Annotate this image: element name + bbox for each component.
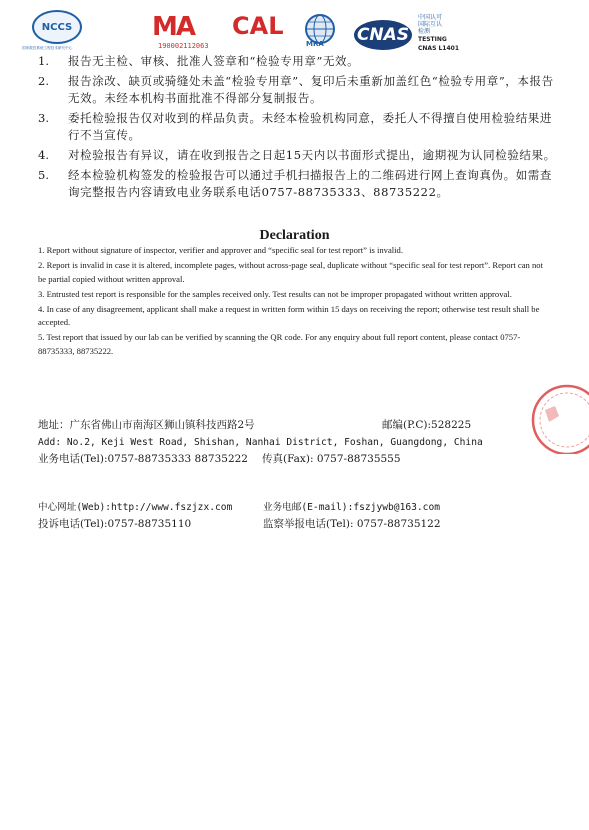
cnas-logo: [354, 20, 412, 50]
cnas-cn-line-2: 国际互认: [418, 21, 443, 28]
accreditation-logos: [0, 8, 589, 58]
cma-mark: MA: [152, 12, 194, 42]
cnas-testing-label: TESTING: [418, 36, 447, 43]
cal-mark: CAL: [232, 12, 284, 40]
declaration-item: 3. Entrusted test report is responsible for the samples received only. Test results can not be improper propagated without written approval.: [38, 288, 512, 299]
address-cn: 地址：广东省佛山市南海区狮山镇科技西路2号: [38, 419, 255, 431]
complaint-tel: 投诉电话(Tel):0757-88735110: [38, 518, 192, 530]
list-item: [38, 110, 558, 144]
ilac-mra-text: MRA: [306, 40, 324, 48]
declaration-item: 1. Report without signature of inspector, verifier and approver and “specific seal for test report” is invalid.: [38, 245, 404, 255]
cnas-info: [418, 14, 459, 53]
declaration-item: 5. Test report that issued by our lab can be verified by scanning the QR code. For any enquiry about full report content, please contact 0757-88735333, 88735222.: [38, 332, 521, 356]
fax: 传真(Fax): 0757-88735555: [262, 453, 401, 465]
list-item: [38, 147, 558, 164]
note-number: 3.: [38, 111, 49, 125]
note-number: 4.: [38, 148, 49, 162]
web-contact-block: [38, 499, 558, 533]
note-text: 报告涂改、缺页或骑缝处未盖“检验专用章”、复印后未重新加盖红色“检验专用章”，本报告无效。未经本机构书面批准不得部分复制报告。: [68, 74, 554, 105]
note-text: 经本检验机构签发的检验报告可以通过手机扫描报告上的二维码进行网上查询真伪。如需查询完整报告内容请致电业务联系电话0757-88735333、88735222。: [68, 168, 552, 199]
cma-logo: [152, 12, 212, 50]
address-en: Add: No.2, Keji West Road, Shishan, Nanhai District, Foshan, Guangdong, China: [38, 437, 483, 448]
website-link[interactable]: 中心网址(Web):http://www.fszjzx.com: [38, 502, 233, 513]
chinese-notes: [38, 53, 558, 204]
declaration-item: 2. Report is invalid in case it is altered, incomplete pages, without across-page seal, duplicate without “specific seal for test report”. Report can not be partial copied without written approval.: [38, 260, 543, 284]
declaration-list: [38, 244, 550, 360]
list-item: [38, 167, 558, 201]
nccs-badge: NCCS: [32, 10, 82, 44]
note-text: 对检验报告有异议，请在收到报告之日起15天内以书面形式提出，逾期视为认同检验结果。: [68, 148, 556, 162]
email-link[interactable]: 业务电邮(E-mail):fszjywb@163.com: [263, 502, 440, 513]
nccs-logo: [22, 10, 88, 51]
nccs-subtitle: 国家数控系统工程技术研究中心: [22, 46, 73, 50]
cnas-mark: CNAS: [354, 20, 412, 50]
note-number: 5.: [38, 168, 49, 182]
cnas-cn-line-1: 中国认可: [418, 14, 443, 21]
cal-logo: [232, 12, 292, 52]
cnas-cn-line-3: 检测: [418, 28, 431, 35]
cma-number: 190002112063: [158, 42, 209, 50]
declaration-item: 4. In case of any disagreement, applicant shall make a request in written form within 15 days on receiving the report; otherwise test result shall be accepted.: [38, 303, 540, 327]
postcode: 邮编(P.C):528225: [382, 419, 472, 431]
note-text: 报告无主检、审核、批准人签章和“检验专用章”无效。: [68, 54, 360, 68]
declaration-title: Declaration: [259, 228, 330, 243]
business-tel: 业务电话(Tel):0757-88735333 88735222: [38, 453, 248, 465]
note-number: 2.: [38, 74, 49, 88]
note-number: 1.: [38, 54, 49, 68]
note-text: 委托检验报告仅对收到的样品负责。未经本检验机构同意，委托人不得擅自使用检验结果进行不当宣传。: [68, 111, 552, 142]
list-item: [38, 53, 558, 70]
ilac-mra-logo: [300, 12, 340, 52]
supervision-tel: 监察举报电话(Tel): 0757-88735122: [263, 518, 441, 530]
list-item: [38, 73, 558, 107]
address-block: [38, 417, 558, 468]
cnas-code: CNAS L1401: [418, 45, 460, 52]
